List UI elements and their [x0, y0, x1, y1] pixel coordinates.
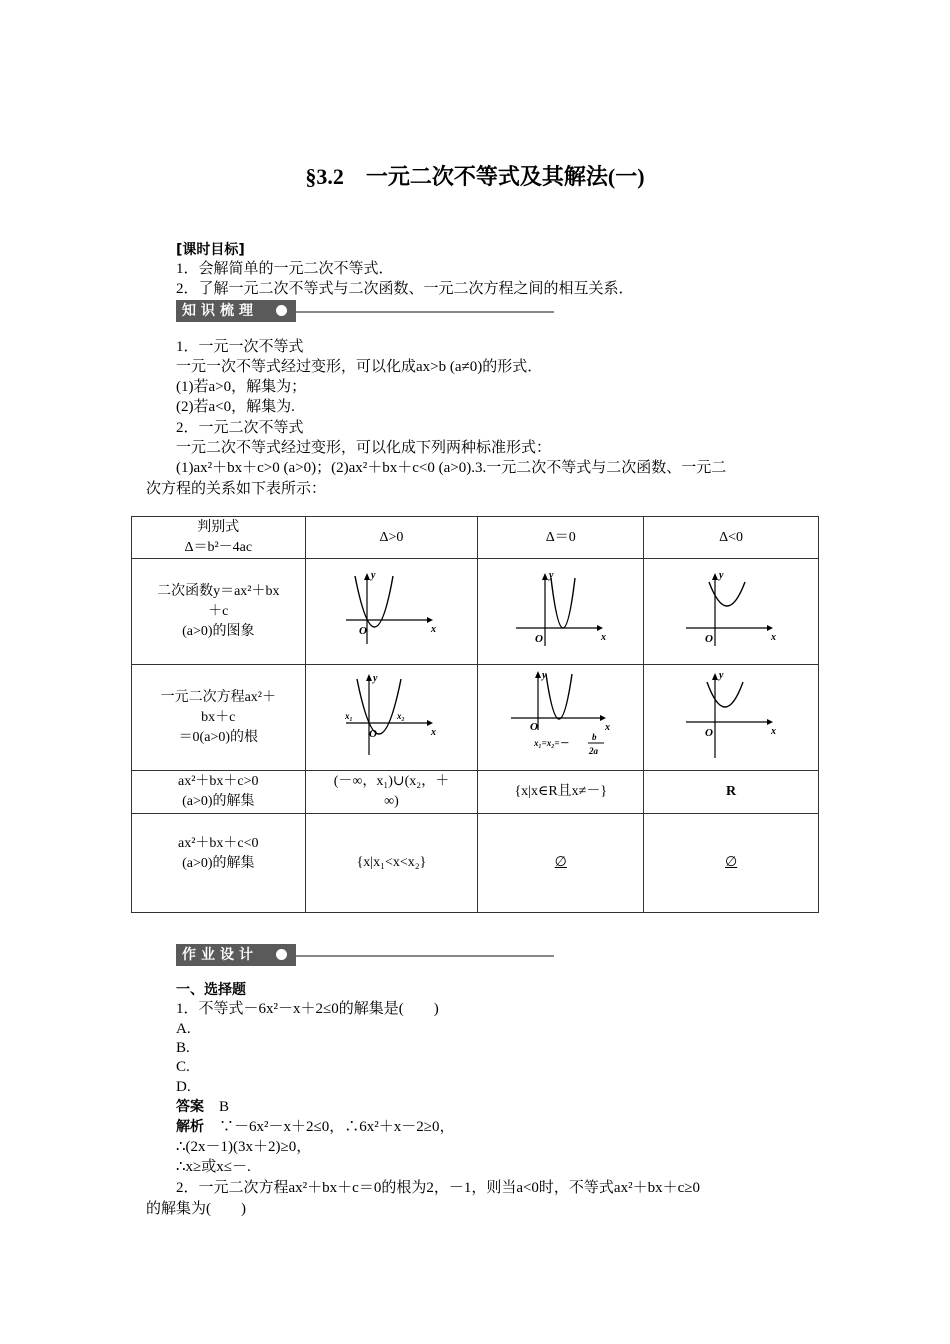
graph-cell [644, 665, 819, 771]
svg-text:y: y [719, 570, 724, 581]
graph-cell [644, 559, 819, 665]
page-title: §3.2 一元二次不等式及其解法(一) [305, 164, 645, 189]
svg-text:x: x [600, 632, 606, 643]
table-cell: ax²＋bx＋c>0 (a>0)的解集 [132, 771, 306, 814]
relation-table [131, 516, 819, 913]
table-cell: (－∞，x₁)∪(x₂，＋ ∞) [305, 771, 478, 814]
divider [296, 955, 554, 957]
knowledge-line: 1．一元一次不等式 [176, 339, 304, 355]
answer [176, 1097, 229, 1117]
svg-text:O: O [705, 727, 714, 739]
table-cell: ∅ [478, 814, 644, 913]
explanation [176, 1117, 454, 1137]
svg-text:y: y [719, 670, 724, 681]
question: 1．不等式－6x²－x＋2≤0的解集是( ) [176, 1001, 439, 1017]
table-cell: {x|x∈R且x≠－} [478, 771, 644, 814]
table-header: Δ＝0 [478, 517, 644, 559]
svg-text:y: y [548, 570, 554, 581]
divider [296, 311, 554, 313]
option: B. [176, 1040, 190, 1056]
table-cell: {x|x₁<x<x₂} [305, 814, 478, 913]
bullet-icon [276, 305, 287, 316]
graph-cell [478, 665, 644, 771]
graph-cell [478, 559, 644, 665]
explanation-line: ∴x≥或x≤－. [176, 1159, 251, 1175]
bullet-icon [276, 949, 287, 960]
roots-double-graph [506, 668, 616, 760]
question: 的解集为( ) [146, 1201, 246, 1217]
table-cell: R [644, 771, 819, 814]
svg-text:2a: 2a [588, 746, 598, 756]
svg-text:x: x [771, 632, 777, 643]
knowledge-line: (1)若a>0，解集为； [176, 379, 307, 395]
answer-value: B [219, 1099, 230, 1115]
table-row [132, 771, 819, 814]
knowledge-line: 一元二次不等式经过变形，可以化成下列两种标准形式： [176, 440, 552, 456]
svg-text:y: y [373, 673, 378, 684]
svg-text:x: x [771, 726, 777, 737]
table-header: Δ>0 [305, 517, 478, 559]
svg-text:O: O [529, 721, 538, 733]
parabola-one-root-graph [511, 568, 611, 648]
svg-text:O: O [534, 633, 543, 645]
goal-item: 1．会解简单的一元二次不等式． [176, 261, 394, 277]
table-cell: ax²＋bx＋c<0 (a>0)的解集 [132, 814, 306, 913]
table-cell: ∅ [644, 814, 819, 913]
knowledge-line: (2)若a<0，解集为. [176, 399, 295, 415]
svg-text:x₂: x₂ [397, 711, 406, 721]
graph-cell [305, 559, 478, 665]
svg-text:O: O [359, 625, 368, 637]
explanation-label: 解析 [176, 1119, 204, 1135]
question: 2．一元二次方程ax²＋bx＋c＝0的根为2，－1，则当a<0时，不等式ax²＋bx＋c≥0 [176, 1180, 700, 1196]
table-cell: 一元二次方程ax²＋ bx＋c ＝0(a>0)的根 [132, 665, 306, 771]
parabola-no-root-graph [681, 568, 781, 648]
svg-text:x₁: x₁ [345, 711, 354, 721]
table-row [132, 517, 819, 559]
answer-label: 答案 [176, 1099, 204, 1115]
svg-text:b: b [591, 732, 597, 742]
table-header: Δ<0 [644, 517, 819, 559]
svg-text:y: y [541, 670, 547, 681]
svg-text:x: x [431, 727, 437, 738]
parabola-two-roots-graph [341, 568, 441, 648]
homework-heading: 一、选择题 [176, 982, 246, 998]
banner-label: 作业设计 [176, 944, 296, 966]
table-cell: 二次函数y＝ax²＋bx ＋c (a>0)的图象 [132, 559, 306, 665]
section-banner-homework [176, 944, 556, 966]
table-row [132, 559, 819, 665]
table-cell: 判别式 Δ＝b²－4ac [132, 517, 306, 559]
svg-text:O: O [705, 633, 714, 645]
knowledge-line: 一元一次不等式经过变形，可以化成ax>b (a≠0)的形式． [176, 359, 543, 375]
goals-heading: [课时目标] [176, 242, 245, 258]
svg-text:x₁=x₂=－: x₁=x₂=－ [533, 738, 569, 748]
roots-none-graph [681, 668, 781, 760]
option: D. [176, 1079, 191, 1095]
roots-two-graph [341, 669, 441, 759]
knowledge-line: 次方程的关系如下表所示： [146, 481, 327, 497]
svg-text:x: x [431, 624, 437, 635]
svg-text:O: O [369, 728, 378, 740]
knowledge-line: (1)ax²＋bx＋c>0 (a>0)；(2)ax²＋bx＋c<0 (a>0).3.一元二次不等式与二次函数、一元二 [176, 460, 727, 476]
table-row [132, 665, 819, 771]
goal-item: 2．了解一元二次不等式与二次函数、一元二次方程之间的相互关系． [176, 281, 634, 297]
option: A. [176, 1021, 191, 1037]
explanation-line: ∴(2x－1)(3x＋2)≥0， [176, 1139, 312, 1155]
graph-cell [305, 665, 478, 771]
svg-text:y: y [371, 570, 376, 581]
table-row [132, 814, 819, 913]
explanation-line: ∵－6x²－x＋2≤0，∴6x²＋x－2≥0， [219, 1119, 455, 1135]
banner-label: 知识梳理 [176, 300, 296, 322]
option: C. [176, 1059, 190, 1075]
section-banner-knowledge [176, 300, 556, 322]
knowledge-line: 2．一元二次不等式 [176, 420, 304, 436]
svg-text:x: x [604, 722, 610, 733]
